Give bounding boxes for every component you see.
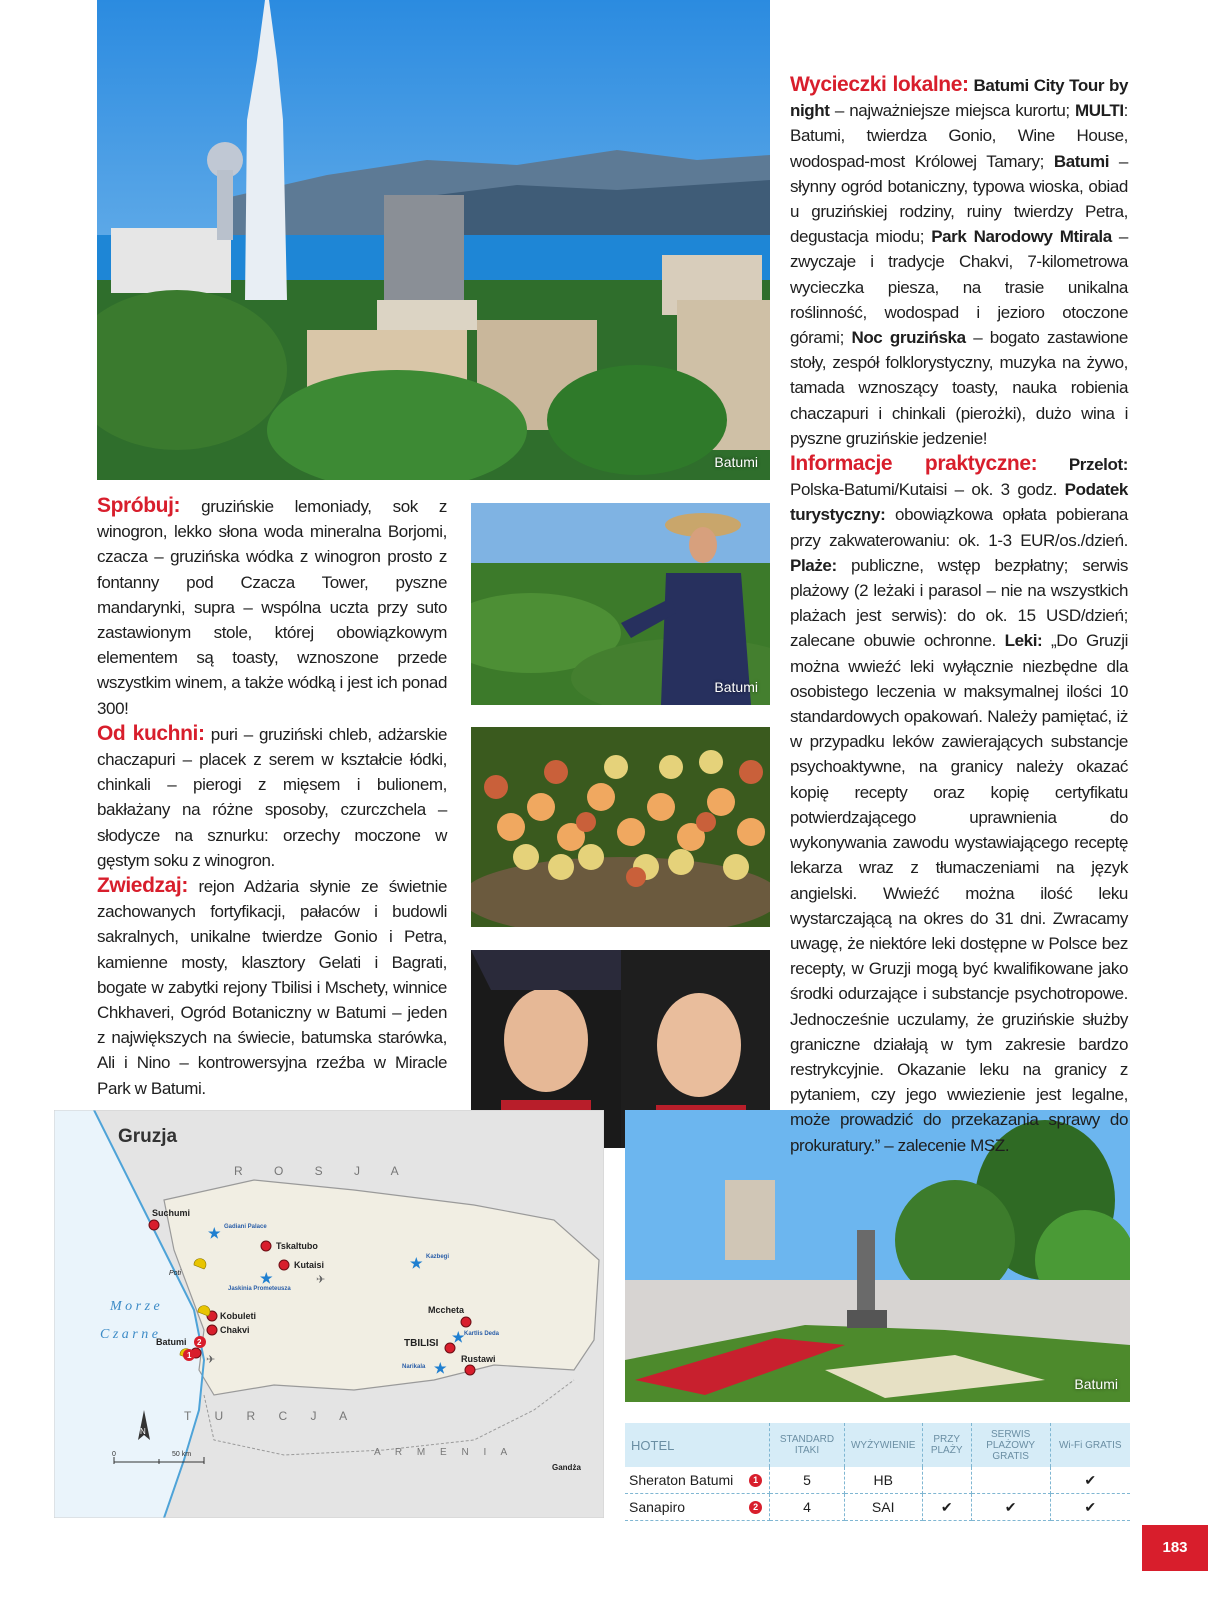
map-city-rustawi: Rustawi xyxy=(461,1354,496,1364)
hotel-standard: 5 xyxy=(770,1467,845,1494)
section-wycieczki xyxy=(790,72,1128,451)
heading-sprobuj: Spróbuj: xyxy=(97,494,181,517)
hotel-wifi: ✔ xyxy=(1050,1494,1130,1521)
map-attraction-kartlis-deda: Kartlis Deda xyxy=(464,1331,500,1337)
hotel-beach-service xyxy=(971,1467,1050,1494)
text-sprobuj: gruzińskie lemoniady, sok z winogron, lekko słona woda mineralna Borjomi, czacza – gruzińska wódka z winogron prosto z fontanny pod Czacza Tower, pyszne mandarynki, supra – wspólna uczta przy suto zastawionym stole, której obowiązkowym elementem są toasty, wznoszone przede wszystkim winem, a także wódką i jest ich ponad 300! xyxy=(97,497,447,718)
info-bold-3: Leki: xyxy=(1004,631,1043,651)
info-text-0: Polska-Batumi/Kutaisi – ok. 3 godz. xyxy=(790,480,1065,500)
map-attraction-prometeusz: Jaskinia Prometeusza xyxy=(228,1286,291,1292)
map-georgia xyxy=(54,1110,604,1518)
hotel-beach: ✔ xyxy=(922,1494,971,1521)
hotel-board: SAI xyxy=(844,1494,922,1521)
wycieczki-text-2: – słynny ogród botaniczny, typowa wioska, obiad u gruzińskiej rodziny, ruiny twierdzy Petra, degustacja miodu; xyxy=(790,151,1128,247)
photo-batumi-skyline xyxy=(97,0,770,480)
photo-caption: Batumi xyxy=(714,454,758,470)
hotel-standard: 4 xyxy=(770,1494,845,1521)
photo-tea-picker xyxy=(471,503,770,705)
scale-zero: 0 xyxy=(112,1451,116,1458)
hotel-beach xyxy=(922,1467,971,1494)
col-beach-service: SERWIS PLAŻOWY GRATIS xyxy=(971,1423,1050,1467)
wycieczki-text-0: – najważniejsze miejsca kurortu; xyxy=(829,101,1075,121)
heading-zwiedzaj: Zwiedzaj: xyxy=(97,874,188,898)
section-sprobuj xyxy=(97,493,447,721)
airport-icon: ✈ xyxy=(206,1354,216,1366)
info-bold-1: Podatek turystyczny: xyxy=(790,480,1128,525)
right-column-text xyxy=(790,72,1128,1158)
north-label: N xyxy=(140,1427,146,1436)
star-icon: ★ xyxy=(410,1255,423,1271)
col-beach: PRZY PLAŻY xyxy=(922,1423,971,1467)
hotels-table xyxy=(625,1423,1130,1521)
map-attraction-gadiani: Gadiani Palace xyxy=(224,1224,267,1230)
hotel-beach-service: ✔ xyxy=(971,1494,1050,1521)
airport-icon: ✈ xyxy=(316,1274,326,1286)
hotel-board: HB xyxy=(844,1467,922,1494)
map-marker-1: 1 xyxy=(187,1351,192,1360)
map-sea-line-1: M o r z e xyxy=(110,1299,160,1314)
map-city-kutaisi: Kutaisi xyxy=(294,1260,325,1270)
col-hotel: HOTEL xyxy=(625,1423,770,1467)
photo-caption: Batumi xyxy=(714,679,758,695)
section-od-kuchni xyxy=(97,721,447,873)
wycieczki-text-4: – bogato zastawione stoły, zespół folklorystyczny, muzyka na żywo, tamada wznoszący toasty, nauka robienia chaczapuri i chinkali (pierożki), dużo wina i pyszne gruzińskie jedzenie! xyxy=(790,328,1128,448)
col-wifi: Wi-Fi GRATIS xyxy=(1050,1423,1130,1467)
hotels-table-header xyxy=(625,1423,1130,1467)
info-text-3: „Do Gruzji można wwieźć leki wyłącznie niezbędne dla osobistego leczenia w maksymalnej ilości 10 standardowych opakowań. Należy pamiętać, iż w przypadku leków zawierających substancje psychoaktywne, na granicy należy okazać kopię recepty oraz kopię certyfikatu potwierdzającego uprawnienia do wykonywania zawodu wystawiającego receptę lekarza wraz z tłumaczeniami na język angielski. Wwieźć można ilość leku wystarczającą na okres do 31 dni. Zwracamy uwagę, że niektóre leki dostępne w Polsce bez recepty, w Gruzji mogą być kwalifikowane jako środki odurzające i substancje psychotropowe. Jednocześnie uczulamy, że gruzińskie służby graniczne działają w tym zakresie bardzo restrykcyjnie. Okazanie leku na granicy z pytaniem, czy jego wwiezienie jest legalne, może prowadzić do przekazania sprawy do prokuratury.” – zalecenie MSZ. xyxy=(790,631,1128,1155)
map-marker-2: 2 xyxy=(197,1338,202,1347)
map-attraction-kazbegi: Kazbegi xyxy=(426,1254,450,1260)
map-label-turcja: T U R C J A xyxy=(184,1409,358,1423)
wycieczki-text-3: – zwyczaje i tradycje Chakvi, 7-kilometrowa wycieczka piesza, na trasie unikalna roślinność, wodospad i jezioro otoczone górami; xyxy=(790,227,1128,348)
info-bold-2: Plaże: xyxy=(790,555,837,575)
map-city-mccheta: Mccheta xyxy=(428,1305,465,1315)
map-city-batumi: Batumi xyxy=(156,1337,187,1347)
heading-wycieczki: Wycieczki lokalne: xyxy=(790,73,969,96)
info-text-1: obowiązkowa opłata pobierana przy zakwaterowaniu: ok. 1-3 EUR/os./dzień. xyxy=(790,505,1128,550)
map-city-suchumi: Suchumi xyxy=(152,1208,191,1218)
info-bold-0: Przelot: xyxy=(1068,455,1128,475)
map-scale-bar xyxy=(112,1451,204,1464)
wycieczki-bold-1: MULTI xyxy=(1075,101,1124,121)
wycieczki-bold-2: Batumi xyxy=(1053,151,1110,171)
heading-od-kuchni: Od kuchni: xyxy=(97,721,205,745)
hotel-marker: 2 xyxy=(749,1501,762,1514)
map-sea-line-2: C z a r n e xyxy=(100,1327,158,1342)
scale-50km: 50 km xyxy=(172,1451,192,1458)
wycieczki-bold-0: Batumi City Tour by night xyxy=(790,76,1129,121)
col-board: WYŻYWIENIE xyxy=(844,1423,922,1467)
map-label-armenia: A R M E N I A xyxy=(374,1447,514,1458)
page-number: 183 xyxy=(1142,1525,1208,1571)
col-standard: STANDARD ITAKI xyxy=(770,1423,845,1467)
heading-informacje: Informacje praktyczne: xyxy=(790,452,1038,476)
section-zwiedzaj xyxy=(97,873,447,1101)
photo-grapes xyxy=(471,727,770,927)
star-icon: ★ xyxy=(208,1225,221,1241)
table-row xyxy=(625,1467,1130,1494)
wycieczki-bold-3: Park Narodowy Mtirala xyxy=(931,227,1112,247)
left-column-text xyxy=(97,493,447,1101)
map-city-tskaltubo: Tskaltubo xyxy=(276,1241,318,1251)
info-text-2: publiczne, wstęp bezpłatny; serwis plażowy (2 leżaki i parasol – nie na wszystkich plażach jest serwis): do ok. 15 USD/dzień; zalecane obuwie ochronne. xyxy=(790,555,1128,651)
north-arrow-icon xyxy=(138,1410,150,1440)
hotel-name-text: Sanapiro xyxy=(629,1499,686,1515)
hotel-name xyxy=(625,1494,770,1521)
hotel-name xyxy=(625,1467,770,1494)
map-city-chakvi: Chakvi xyxy=(220,1325,250,1335)
hotel-marker: 1 xyxy=(749,1474,762,1487)
table-row xyxy=(625,1494,1130,1521)
wycieczki-bold-4: Noc gruzińska xyxy=(851,328,966,348)
map-attraction-narikala: Narikala xyxy=(402,1364,426,1370)
wycieczki-text-1: : Batumi, twierdza Gonio, Wine House, wodospad-most Królowej Tamary; xyxy=(790,101,1128,171)
map-city-gandza: Gandża xyxy=(552,1463,581,1472)
text-od-kuchni: puri – gruziński chleb, adżarskie chaczapuri – placek z serem w kształcie łódki, chinkali – pierogi z mięsem i bulionem, bakłażany na różne sposoby, czurczchela – słodycze na sznurku: orzechy moczone w gęstym soku z winogron. xyxy=(97,724,448,870)
hotel-wifi: ✔ xyxy=(1050,1467,1130,1494)
star-icon: ★ xyxy=(260,1270,273,1286)
map-city-poti: Poti xyxy=(169,1270,182,1277)
photo-caption: Batumi xyxy=(1074,1376,1118,1392)
star-icon: ★ xyxy=(452,1329,465,1345)
map-city-tbilisi: TBILISI xyxy=(404,1338,439,1349)
map-title: Gruzja xyxy=(118,1126,178,1147)
star-icon: ★ xyxy=(434,1360,447,1376)
section-informacje xyxy=(790,451,1128,1158)
hotel-name-text: Sheraton Batumi xyxy=(629,1472,734,1488)
text-zwiedzaj: rejon Adżaria słynie ze świetnie zachowanych fortyfikacji, pałaców i budowli sakralnych, unikalne twierdze Gonio i Petra, kamienne mosty, klasztory Gelati i Bagrati, bogate w zabytki rejony Tbilisi i Mschety, winnice Chkhaveri, Ogród Botaniczny w Batumi – jeden z największych na świecie, batumska starówka, Ali i Nino – kontrowersyjna rzeźba w Miracle Park w Batumi. xyxy=(97,877,447,1098)
map-label-rosja: R O S J A xyxy=(234,1164,413,1178)
map-city-kobuleti: Kobuleti xyxy=(220,1311,256,1321)
